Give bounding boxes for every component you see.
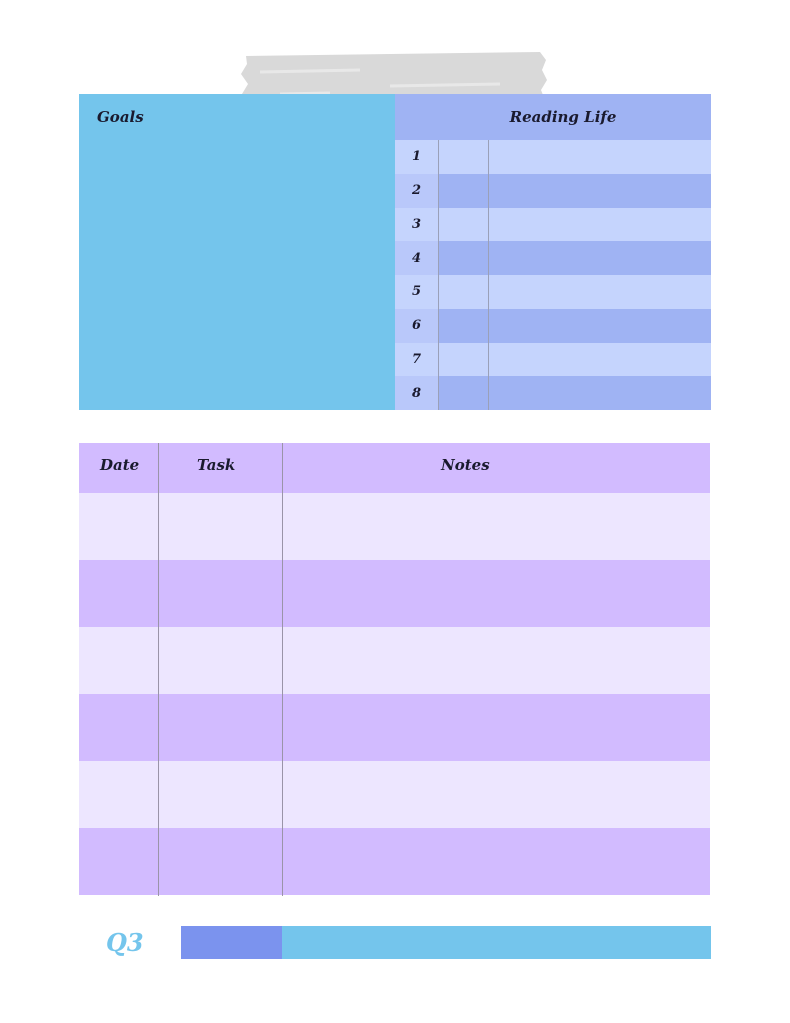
reading-life-row[interactable] xyxy=(395,376,711,410)
date-header: Date xyxy=(100,456,140,474)
log-table xyxy=(79,443,710,896)
progress-fill xyxy=(181,926,282,959)
log-row[interactable] xyxy=(79,828,710,895)
notes-header: Notes xyxy=(441,456,490,474)
reading-life-row[interactable] xyxy=(395,140,711,174)
row-number: 2 xyxy=(395,174,438,208)
row-number: 1 xyxy=(395,140,438,174)
reading-life-row[interactable] xyxy=(395,174,711,208)
row-number: 6 xyxy=(395,309,438,343)
column-divider xyxy=(282,443,283,896)
reading-life-row[interactable] xyxy=(395,241,711,275)
reading-life-panel xyxy=(395,94,711,410)
reading-divider xyxy=(438,140,439,410)
log-row[interactable] xyxy=(79,493,710,560)
reading-life-row[interactable] xyxy=(395,275,711,309)
column-divider xyxy=(158,443,159,896)
log-row[interactable] xyxy=(79,627,710,694)
row-number: 4 xyxy=(395,241,438,275)
reading-life-row[interactable] xyxy=(395,208,711,242)
goals-label: Goals xyxy=(97,108,144,126)
log-header xyxy=(79,443,710,493)
reading-life-rows xyxy=(395,140,711,410)
task-header: Task xyxy=(197,456,236,474)
reading-divider xyxy=(488,140,489,410)
reading-life-header xyxy=(395,94,711,140)
row-number: 8 xyxy=(395,376,438,410)
goals-panel[interactable] xyxy=(79,94,395,410)
log-row[interactable] xyxy=(79,560,710,627)
log-row[interactable] xyxy=(79,694,710,761)
row-number: 7 xyxy=(395,343,438,377)
quarter-label: Q3 xyxy=(106,928,144,957)
reading-life-label: Reading Life xyxy=(509,108,617,126)
reading-life-row[interactable] xyxy=(395,309,711,343)
quarter-progress-bar xyxy=(181,926,711,959)
row-number: 5 xyxy=(395,275,438,309)
log-row[interactable] xyxy=(79,761,710,828)
reading-life-row[interactable] xyxy=(395,343,711,377)
row-number: 3 xyxy=(395,208,438,242)
